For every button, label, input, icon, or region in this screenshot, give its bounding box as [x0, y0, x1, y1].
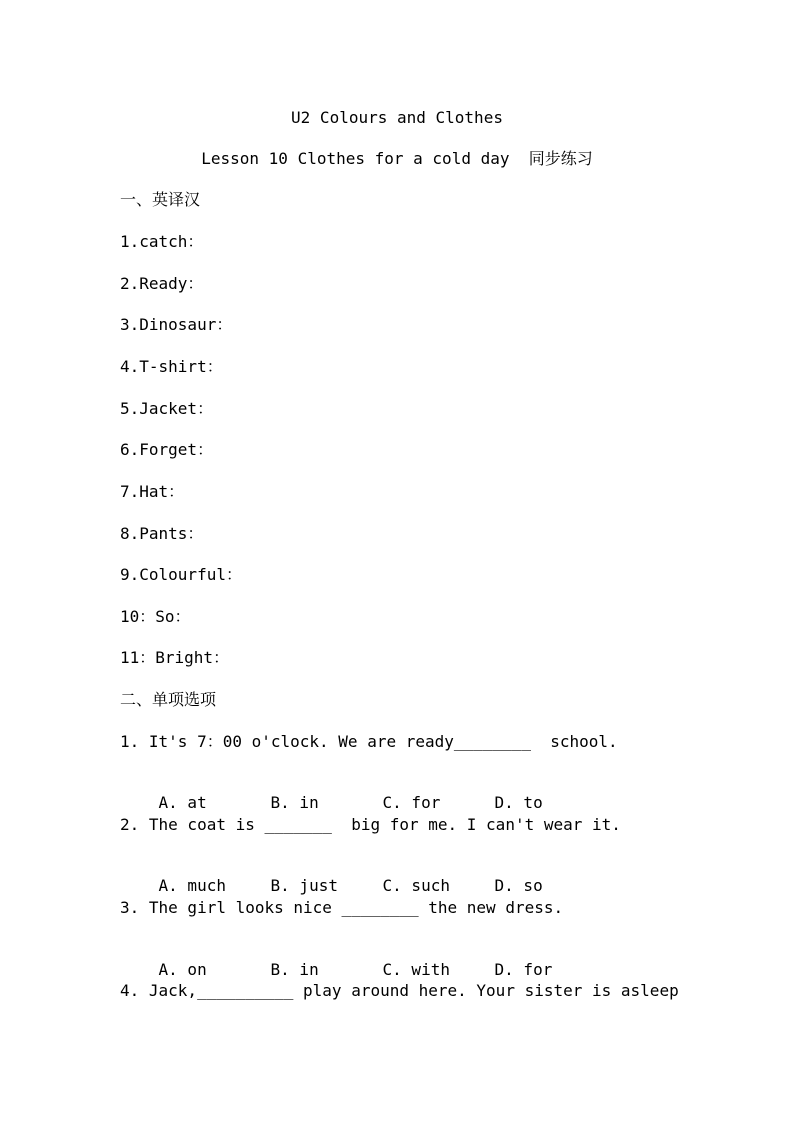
- vocab-item: 1.catch：: [120, 232, 204, 251]
- vocab-item: 4.T-shirt：: [120, 357, 223, 376]
- vocab-item: 9.Colourful：: [120, 565, 242, 584]
- option: C. such: [382, 876, 450, 895]
- vocab-item: 5.Jacket：: [120, 399, 214, 418]
- option: A. at: [158, 793, 207, 812]
- vocab-item: 3.Dinosaur：: [120, 315, 233, 334]
- option: B. in: [270, 793, 319, 812]
- option: D. so: [494, 876, 543, 895]
- vocab-item: 2.Ready：: [120, 274, 204, 293]
- question-stem: 2. The coat is _______ big for me. I can't wear it.: [120, 815, 621, 834]
- option: A. on: [158, 960, 207, 979]
- page-subtitle: Lesson 10 Clothes for a cold day 同步练习: [201, 149, 593, 168]
- section-2-heading: 二、单项选项: [120, 690, 217, 709]
- vocab-item: 6.Forget：: [120, 440, 214, 459]
- option: B. in: [270, 960, 319, 979]
- question-stem: 4. Jack,__________ play around here. Your sister is asleep: [120, 981, 679, 1000]
- vocab-item: 8.Pants：: [120, 524, 204, 543]
- page-title: U2 Colours and Clothes: [291, 108, 503, 127]
- option: D. for: [494, 960, 553, 979]
- option: D. to: [494, 793, 543, 812]
- question-stem: 1. It's 7：00 o'clock. We are ready________ school.: [120, 732, 618, 751]
- section-1-heading: 一、英译汉: [120, 190, 201, 209]
- vocab-item: 11：Bright：: [120, 648, 230, 667]
- option: A. much: [158, 876, 226, 895]
- vocab-item: 10：So：: [120, 607, 191, 626]
- option: C. for: [382, 793, 441, 812]
- vocab-item: 7.Hat：: [120, 482, 185, 501]
- option: C. with: [382, 960, 450, 979]
- option: B. just: [270, 876, 338, 895]
- question-stem: 3. The girl looks nice ________ the new dress.: [120, 898, 564, 917]
